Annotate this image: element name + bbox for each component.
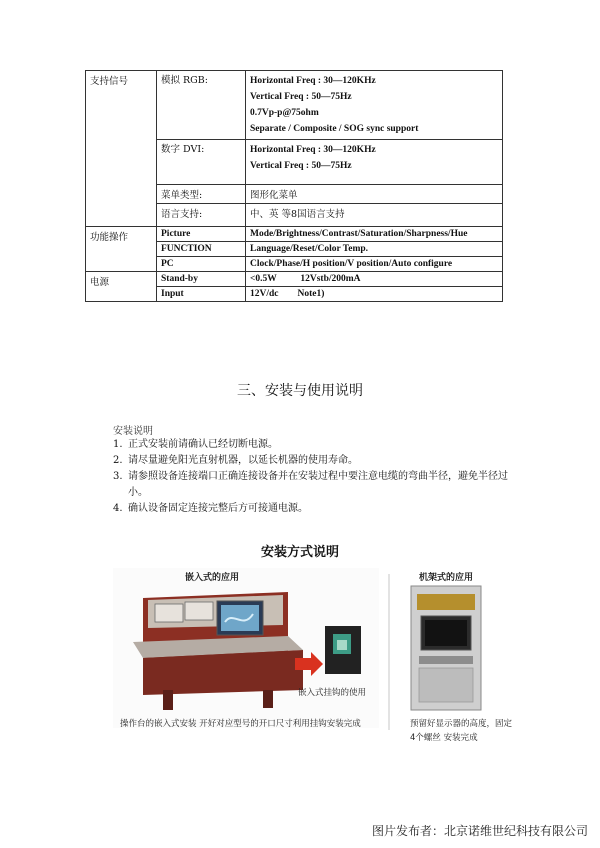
- embedded-caption: 操作台的嵌入式安装 开好对应型号的开口尺寸利用挂钩安装完成: [120, 719, 361, 729]
- rack-title: 机架式的应用: [419, 573, 474, 583]
- rack-caption-1: 预留好显示器的高度，固定: [410, 719, 513, 729]
- install-list: [113, 437, 513, 517]
- embedded-title: 嵌入式的应用: [185, 573, 240, 583]
- list-item: 2. 请尽量避免阳光直射机器，以延长机器的使用寿命。: [113, 455, 358, 466]
- console-slot: [185, 602, 213, 620]
- menu-type-value: 图形化菜单: [246, 185, 503, 204]
- rack-top-panel: [417, 594, 475, 610]
- rack-caption-2: 4个螺丝 安装完成: [410, 733, 478, 743]
- table-row: [86, 272, 503, 287]
- table-row: [86, 71, 503, 140]
- console-slot: [155, 604, 183, 622]
- graphic-title: 安装方式说明: [260, 545, 339, 560]
- rack-keyboard: [419, 656, 473, 664]
- rack-monitor-screen: [425, 620, 467, 646]
- table-row: [86, 227, 503, 242]
- dvi-values: [246, 140, 503, 185]
- list-item: 1. 正式安装前请确认已经切断电源。: [113, 439, 278, 450]
- hook-caption: 嵌入式挂钩的使用: [298, 688, 367, 698]
- menu-type-label: 菜单类型:: [157, 185, 246, 204]
- hook-device-highlight: [337, 640, 347, 650]
- list-item: 3. 请参照设备连接端口正确连接设备并在安装过程中要注意电缆的弯曲半径，避免半径过小。: [113, 471, 508, 498]
- func-key: PC: [157, 257, 246, 272]
- dvi-line: Vertical Freq : 50—75Hz: [250, 161, 352, 171]
- func-value: Clock/Phase/H position/V position/Auto configure: [246, 257, 503, 272]
- func-key: FUNCTION: [157, 242, 246, 257]
- console-leg: [263, 690, 273, 708]
- rgb-line: Vertical Freq : 50—75Hz: [250, 92, 352, 102]
- section-title: 三、安装与使用说明: [237, 383, 363, 399]
- power-key: Stand-by: [157, 272, 246, 287]
- power-key: Input: [157, 287, 246, 302]
- lang-value: 中、英 等8国语言支持: [246, 204, 503, 227]
- install-heading: 安装说明: [113, 426, 153, 437]
- rgb-line: Separate / Composite / SOG sync support: [250, 124, 419, 134]
- list-item: 4. 确认设备固定连接完整后方可接通电源。: [113, 503, 308, 514]
- func-value: Language/Reset/Color Temp.: [246, 242, 503, 257]
- footer-publisher: 图片发布者：北京诺维世纪科技有限公司: [371, 824, 588, 838]
- console-leg: [163, 690, 173, 710]
- rgb-values: [246, 71, 503, 140]
- category-power: 电源: [86, 272, 157, 302]
- func-value: Mode/Brightness/Contrast/Saturation/Sharpness/Hue: [246, 227, 503, 242]
- monitor-screen: [221, 605, 259, 631]
- power-value: 12V/dc Note1): [246, 287, 503, 302]
- spec-table: [85, 70, 503, 302]
- func-key: Picture: [157, 227, 246, 242]
- lang-label: 语言支持:: [157, 204, 246, 227]
- rgb-line: 0.7Vp-p@75ohm: [250, 108, 319, 118]
- dvi-line: Horizontal Freq : 30—120KHz: [250, 145, 376, 155]
- rgb-label: 模拟 RGB:: [157, 71, 246, 140]
- category-support-signal: 支持信号: [86, 71, 157, 227]
- rgb-line: Horizontal Freq : 30—120KHz: [250, 76, 376, 86]
- dvi-label: 数字 DVI:: [157, 140, 246, 185]
- power-value: <0.5W 12Vstb/200mA: [246, 272, 503, 287]
- rack-lower-bay: [419, 668, 473, 702]
- category-function: 功能操作: [86, 227, 157, 272]
